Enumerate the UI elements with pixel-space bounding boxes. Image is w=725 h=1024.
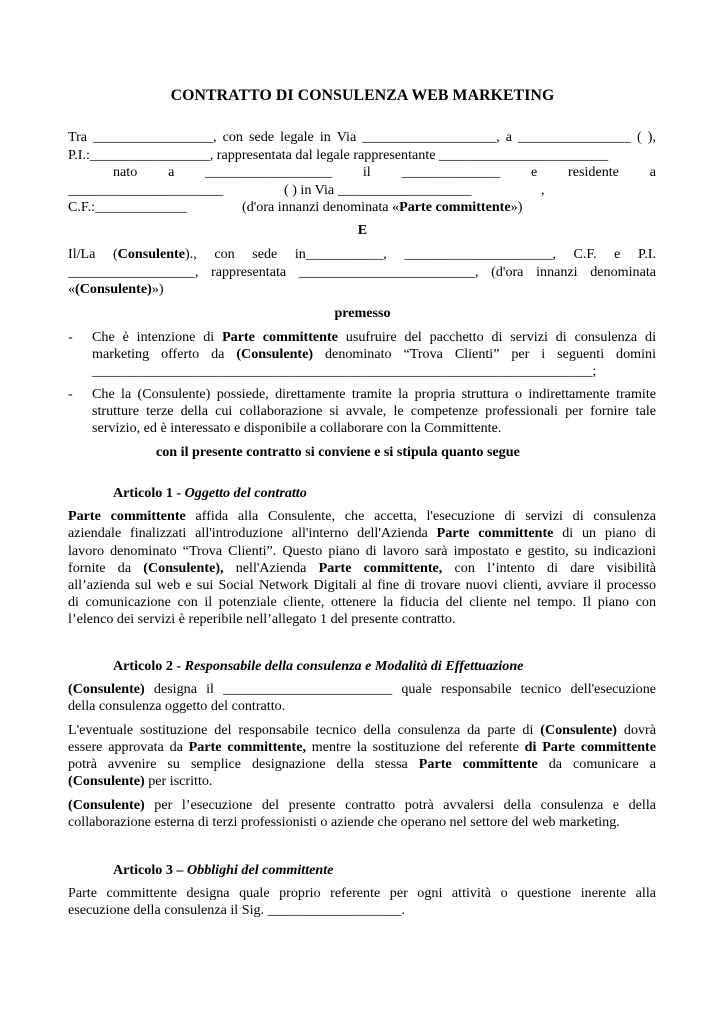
premesso-conclusion: con il presente contratto si conviene e si stipula quanto segue xyxy=(156,444,520,460)
art3-line-2: esecuzione della consulenza il Sig. ___________________. xyxy=(68,902,406,918)
parties-line-5-denomination: (d'ora innanzi denominata «Parte committente») xyxy=(242,199,523,215)
parties-line-4-address: ( ) in Via ___________________ xyxy=(284,182,472,198)
art1-line-5: all’azienda sul web e sui Social Network Digitali al fine di trovare nuovi clienti, avviare il processo xyxy=(68,577,656,593)
art1-line-4: fornite da (Consulente), nell'Azienda Parte committente, con l’intento di dare visibilità xyxy=(68,560,656,576)
document-title: CONTRATTO DI CONSULENZA WEB MARKETING xyxy=(170,87,555,104)
premise-2-dash: - xyxy=(68,386,73,402)
art1-line-1: Parte committente affida alla Consulente, che accetta, l'esecuzione di servizi di consulenza xyxy=(68,508,656,524)
art2-para-b-line-4: (Consulente) per iscritto. xyxy=(68,773,213,789)
art2-para-b-line-1: L'eventuale sostituzione del responsabile tecnico della consulenza da parte di (Consulente) dovrà xyxy=(68,722,656,738)
consultant-line-1: Il/La (Consulente)., con sede in___________, _____________________, C.F. e P.I. xyxy=(68,246,657,262)
art2-para-a-line-1: (Consulente) designa il ________________________ quale responsabile tecnico dell'esecuzione xyxy=(68,681,656,697)
parties-line-1: Tra _________________, con sede legale in Via ___________________, a ________________ ( ), xyxy=(68,129,656,145)
parties-line-4-name: ______________________ xyxy=(68,182,224,198)
premesso-heading: premesso xyxy=(334,305,391,321)
art1-heading: Articolo 1 - Oggetto del contratto xyxy=(113,485,307,501)
parties-and: E xyxy=(357,222,368,238)
art2-para-b-line-2: essere approvata da Parte committente, mentre la sostituzione del referente di Parte committente xyxy=(68,739,656,755)
premise-1-line-1: Che è intenzione di Parte committente usufruire del pacchetto di servizi di consulenza di xyxy=(92,329,656,345)
art1-line-2: aziendale finalizzati all'introduzione all'interno dell'Azienda Parte committente di un piano di xyxy=(68,525,656,541)
consultant-line-3: «(Consulente)») xyxy=(68,281,164,297)
art2-para-a-line-2: della consulenza oggetto del contratto. xyxy=(68,698,286,714)
parties-line-2: P.I.:_________________, rappresentata dal legale rappresentante ________________________ xyxy=(68,147,609,163)
art2-para-b-line-3: potrà avvenire su semplice designazione della stessa Parte committente da comunicare a xyxy=(68,756,656,772)
art3-heading: Articolo 3 – Obblighi del committente xyxy=(113,862,334,878)
art2-para-c-line-2: collaborazione esterna di terzi professionisti o aziende che operano nel settore del web marketing. xyxy=(68,814,620,830)
parties-line-4-comma: , xyxy=(541,182,545,198)
art1-line-6: di comunicazione con il potenziale cliente, ottenere la fiducia del cliente nel tempo. Il piano con xyxy=(68,594,656,610)
premise-2-line-2: strutture terze della cui collaborazione si avvale, le competenze professionali per fornire tale xyxy=(92,403,656,419)
parties-line-5-cf: C.F.:_____________ xyxy=(68,199,187,215)
premise-2-line-3: servizio, ed è interessato e disponibile a collaborare con la Committente. xyxy=(92,420,502,436)
premise-1-line-2: marketing offerto da (Consulente) denominato “Trova Clienti” per i seguenti domini xyxy=(92,346,656,362)
premise-2-line-1: Che la (Consulente) possiede, direttamente tramite la propria struttura o indirettamente tramite xyxy=(92,386,656,402)
art2-heading: Articolo 2 - Responsabile della consulenza e Modalità di Effettuazione xyxy=(113,658,524,674)
premise-1-line-3: _______________________________________________________________________; xyxy=(92,363,597,379)
art2-para-c-line-1: (Consulente) per l’esecuzione del presente contratto potrà avvalersi della consulenza e della xyxy=(68,797,656,813)
parties-line-3: nato a __________________ il ______________ e residente a xyxy=(113,164,656,180)
consultant-line-2: __________________, rappresentata _________________________, (d'ora innanzi denominata xyxy=(68,264,656,280)
art3-line-1: Parte committente designa quale proprio referente per ogni attività o questione inerente alla xyxy=(68,885,656,901)
art1-line-3: lavoro denominato “Trova Clienti”. Questo piano di lavoro sarà impostato e gestito, su indicazioni xyxy=(68,543,656,559)
premise-1-dash: - xyxy=(68,329,73,345)
art1-line-7: l’elenco dei servizi è reperibile nell’allegato 1 del presente contratto. xyxy=(68,611,456,627)
